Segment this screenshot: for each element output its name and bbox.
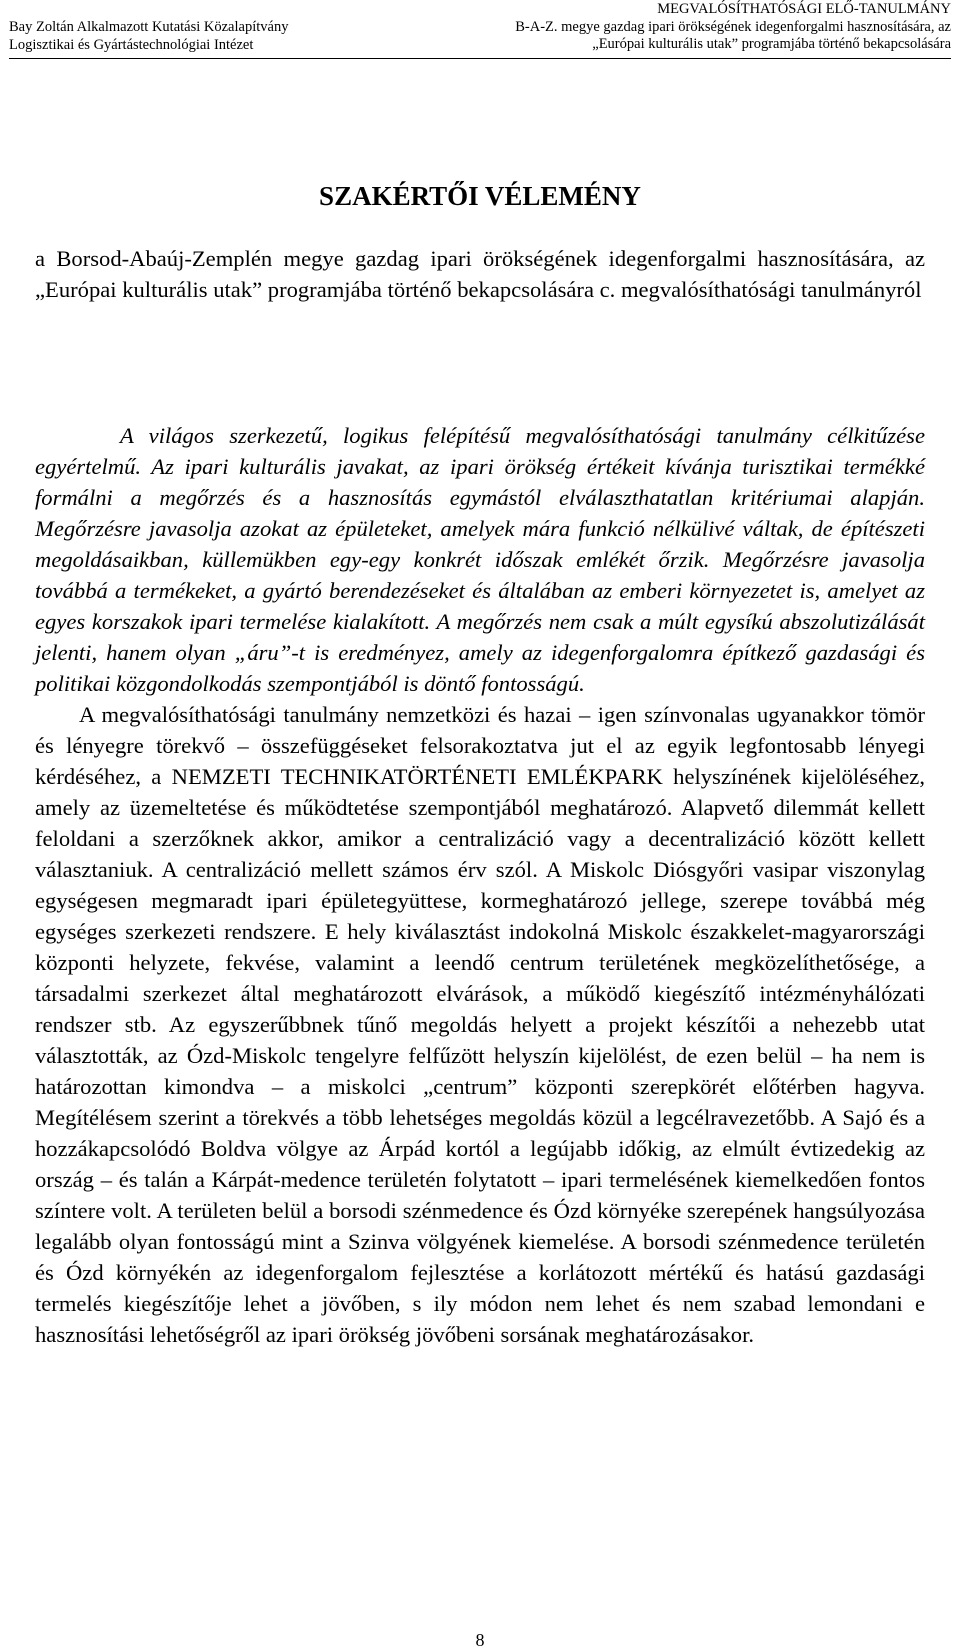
paragraph-assessment: A megvalósíthatósági tanulmány nemzetközi és hazai – igen színvonalas ugyanakkor tömör és lényegre törekvő – összefüggéseket felsorakoztatva jut el az egyik legfontosabb lényegi kérdéséhez, a NEMZETI TECHNIKATÖRTÉNETI EMLÉKPARK helyszínének kijelöléséhez, amely az üzemeltetése és működtetése szempontjából meghatározó. Alapvető dilemmát kellett feloldani a szerzőknek akkor, amikor a centralizáció vagy a decentralizáció között kellett választaniuk. A centralizáció mellett számos érv szól. A Miskolc Diósgyőri vasipar viszonylag egységesen megmaradt ipari épületegyüttese, kormeghatározó jellege, szerepe továbbá még egységes szerkezeti rendszere. E hely kiválasztást indokolná Miskolc északkelet-magyarországi központi helyzete, fekvése, valamint a leendő centrum területének megközelíthetősége, a társadalmi szerkezet által meghatározott elvárások, a működő kiegészítő intézményhálózati rendszer stb. Az egyszerűbbnek tűnő megoldás helyett a projekt készítői a nehezebb utat választották, az Ózd-Miskolc tengelyre felfűzött helyszín kijelölést, de ezen belül – ha nem is határozottan kimondva – a miskolci „centrum” központi szerepkörét előtérben hagyva. Megítélésem szerint a törekvés a több lehetséges megoldás közül a legcélravezetőbb. A Sajó és a hozzákapcsolódó Boldva völgye az Árpád kortól a legújabb időkig, az elmúlt évtizedekig az ország – és talán a Kárpát-medence területén folytatott – ipari termelésének kiemelkedően fontos színtere volt. A területen belül a borsodi szénmedence és Ózd környéke szerepének hangsúlyozása legalább olyan fontosságú mint a Szinva völgyének kiemelése. A borsodi szénmedence területén és Ózd környékén az idegenforgalom fejlesztése a korlátozott mértékű és hatású gazdasági termelés kiegészítője lehet a jövőben, s ily módon nem lehet és nem szabad lemondani e hasznosítási lehetőségről az ipari örökség jövőbeni sorsának meghatározásakor. [35, 702, 925, 1347]
header-study-type: MEGVALÓSÍTHATÓSÁGI ELŐ-TANULMÁNY [657, 1, 951, 17]
page-number: 8 [475, 1630, 485, 1650]
page-header [9, 0, 951, 59]
header-right [515, 1, 951, 54]
document-body [35, 420, 925, 1350]
header-institute: Logisztikai és Gyártástechnológiai Intézet [9, 36, 254, 53]
header-institution: Bay Zoltán Alkalmazott Kutatási Közalapítvány [9, 19, 289, 35]
header-study-title-line1: B-A-Z. megye gazdag ipari örökségének idegenforgalmi hasznosítására, az [515, 18, 951, 35]
paragraph-summary: A világos szerkezetű, logikus felépítésű megvalósíthatósági tanulmány célkitűzése egyértelmű. Az ipari kulturális javakat, az ipari örökség értékeit kívánja turisztikai termékké formálni a megőrzés és a hasznosítás egymástól elválaszthatatlan kritériumai alapján. Megőrzésre javasolja azokat az épületeket, amelyek mára funkció nélkülivé váltak, de építészeti megoldásaikban, küllemükben egy-egy konkrét időszak emlékét őrzik. Megőrzésre javasolja továbbá a termékeket, a gyártó berendezéseket és általában az emberi környezetet is, amelyet az egyes korszakok ipari termelése kialakított. A megőrzés nem csak a múlt egysíkú abszolutizálását jelenti, hanem olyan „áru”-t is eredményez, amely az idegenforgalomra építkező gazdasági és politikai közgondolkodás szempontjából is döntő fontosságú. [35, 423, 925, 696]
document-subject: a Borsod-Abaúj-Zemplén megye gazdag ipari örökségének idegenforgalmi hasznosítására, az „Európai kulturális utak” programjába történő bekapcsolására c. megvalósíthatósági tanulmányról [35, 246, 925, 302]
document-title: SZAKÉRTŐI VÉLEMÉNY [319, 181, 641, 211]
header-left [9, 19, 288, 54]
header-study-title-line2: „Európai kulturális utak” programjába történő bekapcsolására [592, 36, 951, 52]
